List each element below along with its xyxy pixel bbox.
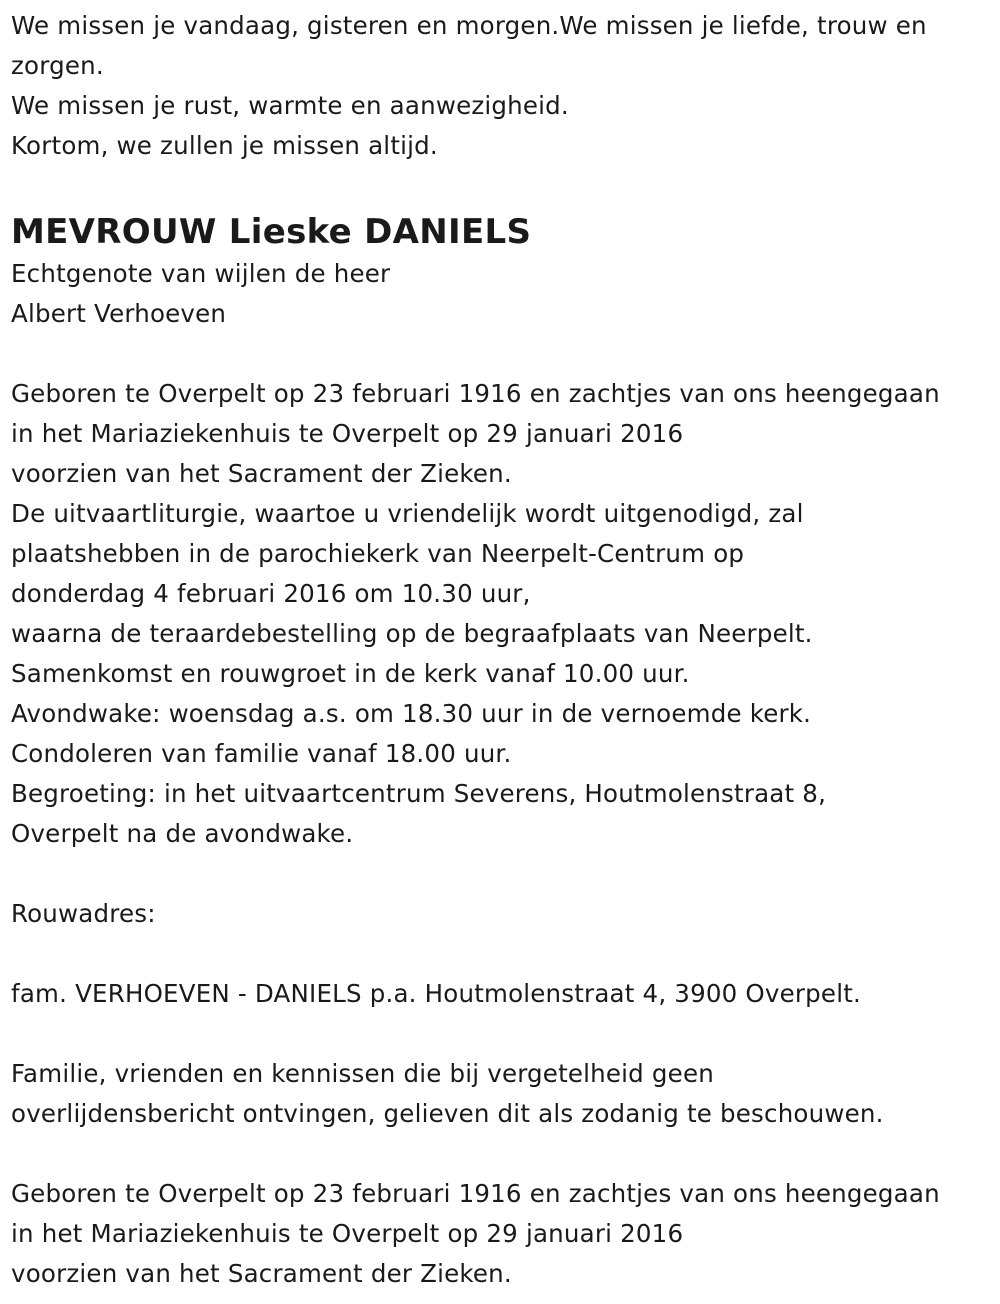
- spacer: [11, 854, 996, 894]
- notice-line: Familie, vrienden en kennissen die bij vergetelheid geen: [11, 1059, 714, 1088]
- repeat-section: [11, 1174, 996, 1294]
- announcement-line: De uitvaartliturgie, waartoe u vriendelijk wordt uitgenodigd, zal: [11, 499, 804, 528]
- announcement-line: Begroeting: in het uitvaartcentrum Severens, Houtmolenstraat 8,: [11, 779, 827, 808]
- announcement-line: waarna de teraardebestelling op de begraafplaats van Neerpelt.: [11, 619, 813, 648]
- poem-line: Kortom, we zullen je missen altijd.: [11, 131, 438, 160]
- announcement-line: Overpelt na de avondwake.: [11, 819, 354, 848]
- repeat-line: Geboren te Overpelt op 23 februari 1916 en zachtjes van ons heengegaan: [11, 1179, 940, 1208]
- address-label: Rouwadres:: [11, 899, 156, 928]
- spacer: [11, 166, 996, 210]
- relation-line: Echtgenote van wijlen de heer: [11, 259, 391, 288]
- announcement-line: Geboren te Overpelt op 23 februari 1916 en zachtjes van ons heengegaan: [11, 379, 940, 408]
- announcement-line: voorzien van het Sacrament der Zieken.: [11, 459, 512, 488]
- poem-line: We missen je rust, warmte en aanwezigheid.: [11, 91, 569, 120]
- announcement-line: Samenkomst en rouwgroet in de kerk vanaf 10.00 uur.: [11, 659, 690, 688]
- spacer: [11, 1014, 996, 1054]
- announcement-line: donderdag 4 februari 2016 om 10.30 uur,: [11, 579, 531, 608]
- obituary-document: [11, 6, 996, 1294]
- announcement-line: Avondwake: woensdag a.s. om 18.30 uur in de vernoemde kerk.: [11, 699, 812, 728]
- poem-section: [11, 6, 996, 166]
- repeat-line: voorzien van het Sacrament der Zieken.: [11, 1259, 512, 1288]
- notice-section: [11, 1054, 996, 1134]
- poem-line: zorgen.: [11, 51, 104, 80]
- repeat-line: in het Mariaziekenhuis te Overpelt op 29 januari 2016: [11, 1219, 684, 1248]
- announcement-line: plaatshebben in de parochiekerk van Neerpelt-Centrum op: [11, 539, 745, 568]
- deceased-name: MEVROUW Lieske DANIELS: [11, 212, 532, 252]
- announcement-line: in het Mariaziekenhuis te Overpelt op 29 januari 2016: [11, 419, 684, 448]
- spacer: [11, 934, 996, 974]
- spacer: [11, 334, 996, 374]
- poem-line: We missen je vandaag, gisteren en morgen.We missen je liefde, trouw en: [11, 11, 927, 40]
- spacer: [11, 1134, 996, 1174]
- announcement-line: Condoleren van familie vanaf 18.00 uur.: [11, 739, 512, 768]
- relation-line: Albert Verhoeven: [11, 299, 227, 328]
- announcement-section: [11, 374, 996, 854]
- address-value: fam. VERHOEVEN - DANIELS p.a. Houtmolenstraat 4, 3900 Overpelt.: [11, 979, 861, 1008]
- notice-line: overlijdensbericht ontvingen, gelieven dit als zodanig te beschouwen.: [11, 1099, 884, 1128]
